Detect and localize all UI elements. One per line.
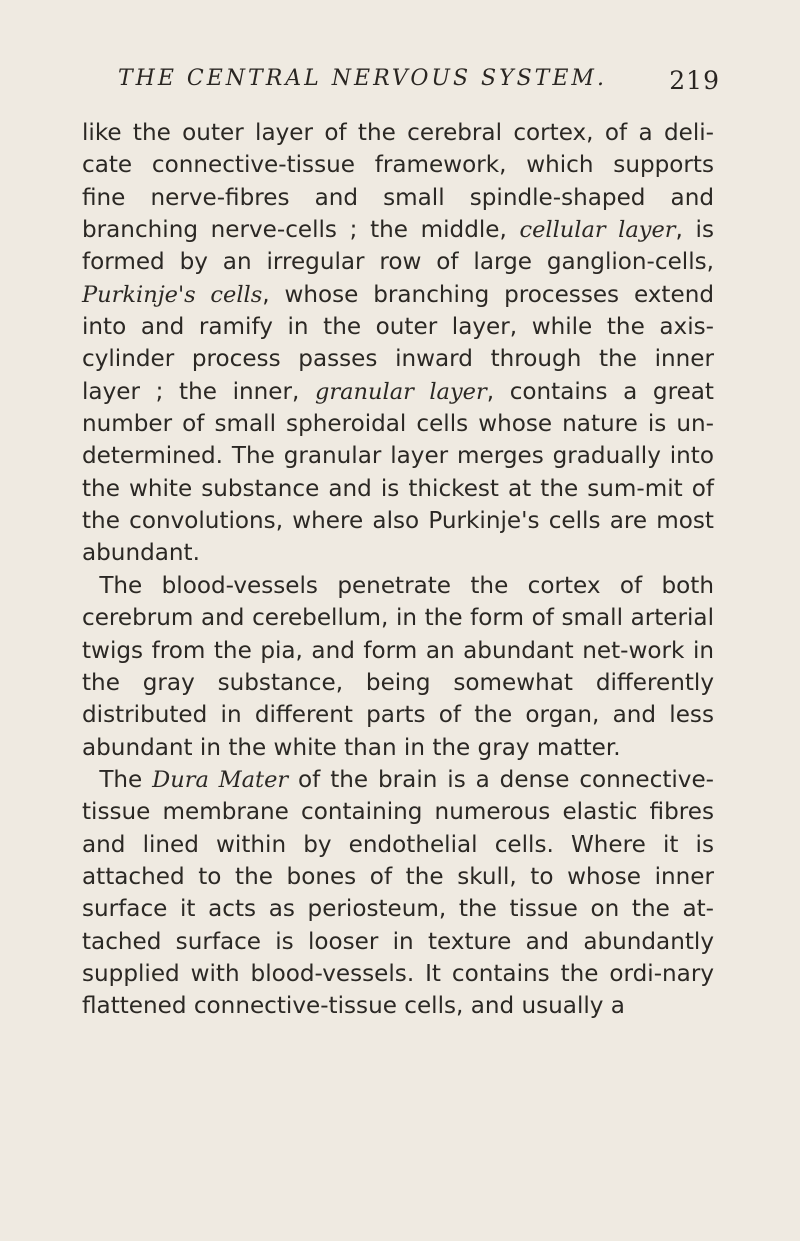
term-dura-mater: Dura Mater [152,766,289,793]
paragraph-cerebellum-layers [82,117,714,570]
term-purkinje-cells: Purkinje's cells [82,281,263,308]
page-number: 219 [669,66,720,95]
text-run: , contains a great number of small spheroidal cells whose nature is un-determined. The granular layer merges gradually into the white substance and is thickest at the sum-mit of the convolutions, where also Purkinje's cells are most abundant. [82,378,714,567]
page-header [100,66,720,106]
term-granular-layer: granular layer [314,378,487,405]
text-run: The [99,766,153,793]
text-run: of the brain is a dense connective-tissue membrane containing numerous elastic fibres and lined within by endothelial cells. Where it is attached to the bones of the skull, to whose inner surface it acts as periosteum, the tissue on the at-tached surface is looser in texture and abundantly supplied with blood-vessels. It contains the ordi-nary flattened connective-tissue cells, and usually a [82,766,714,1020]
term-cellular-layer: cellular layer [519,217,676,244]
text-run: , whose branching processes extend into and ramify in the outer layer, while the axis-cylinder process passes inward through the inner layer ; the inner, [82,281,714,405]
running-head: THE CENTRAL NERVOUS SYSTEM. [118,66,607,91]
paragraph-blood-vessels [82,570,714,764]
paragraph-dura-mater [82,764,714,1023]
body-text [82,117,714,1023]
text-run: like the outer layer of the cerebral cortex, of a deli-cate connective-tissue framework, which supports fine nerve-fibres and small spindle-shaped and branching nerve-cells ; the middle, [82,120,714,244]
text-run: The blood-vessels penetrate the cortex of both cerebrum and cerebellum, in the form of small arterial twigs from the pia, and form an abundant net-work in the gray substance, being somewhat differently distributed in different parts of the organ, and less abundant in the white than in the gray matter. [82,572,714,761]
text-run: , is formed by an irregular row of large ganglion-cells, [82,217,714,276]
